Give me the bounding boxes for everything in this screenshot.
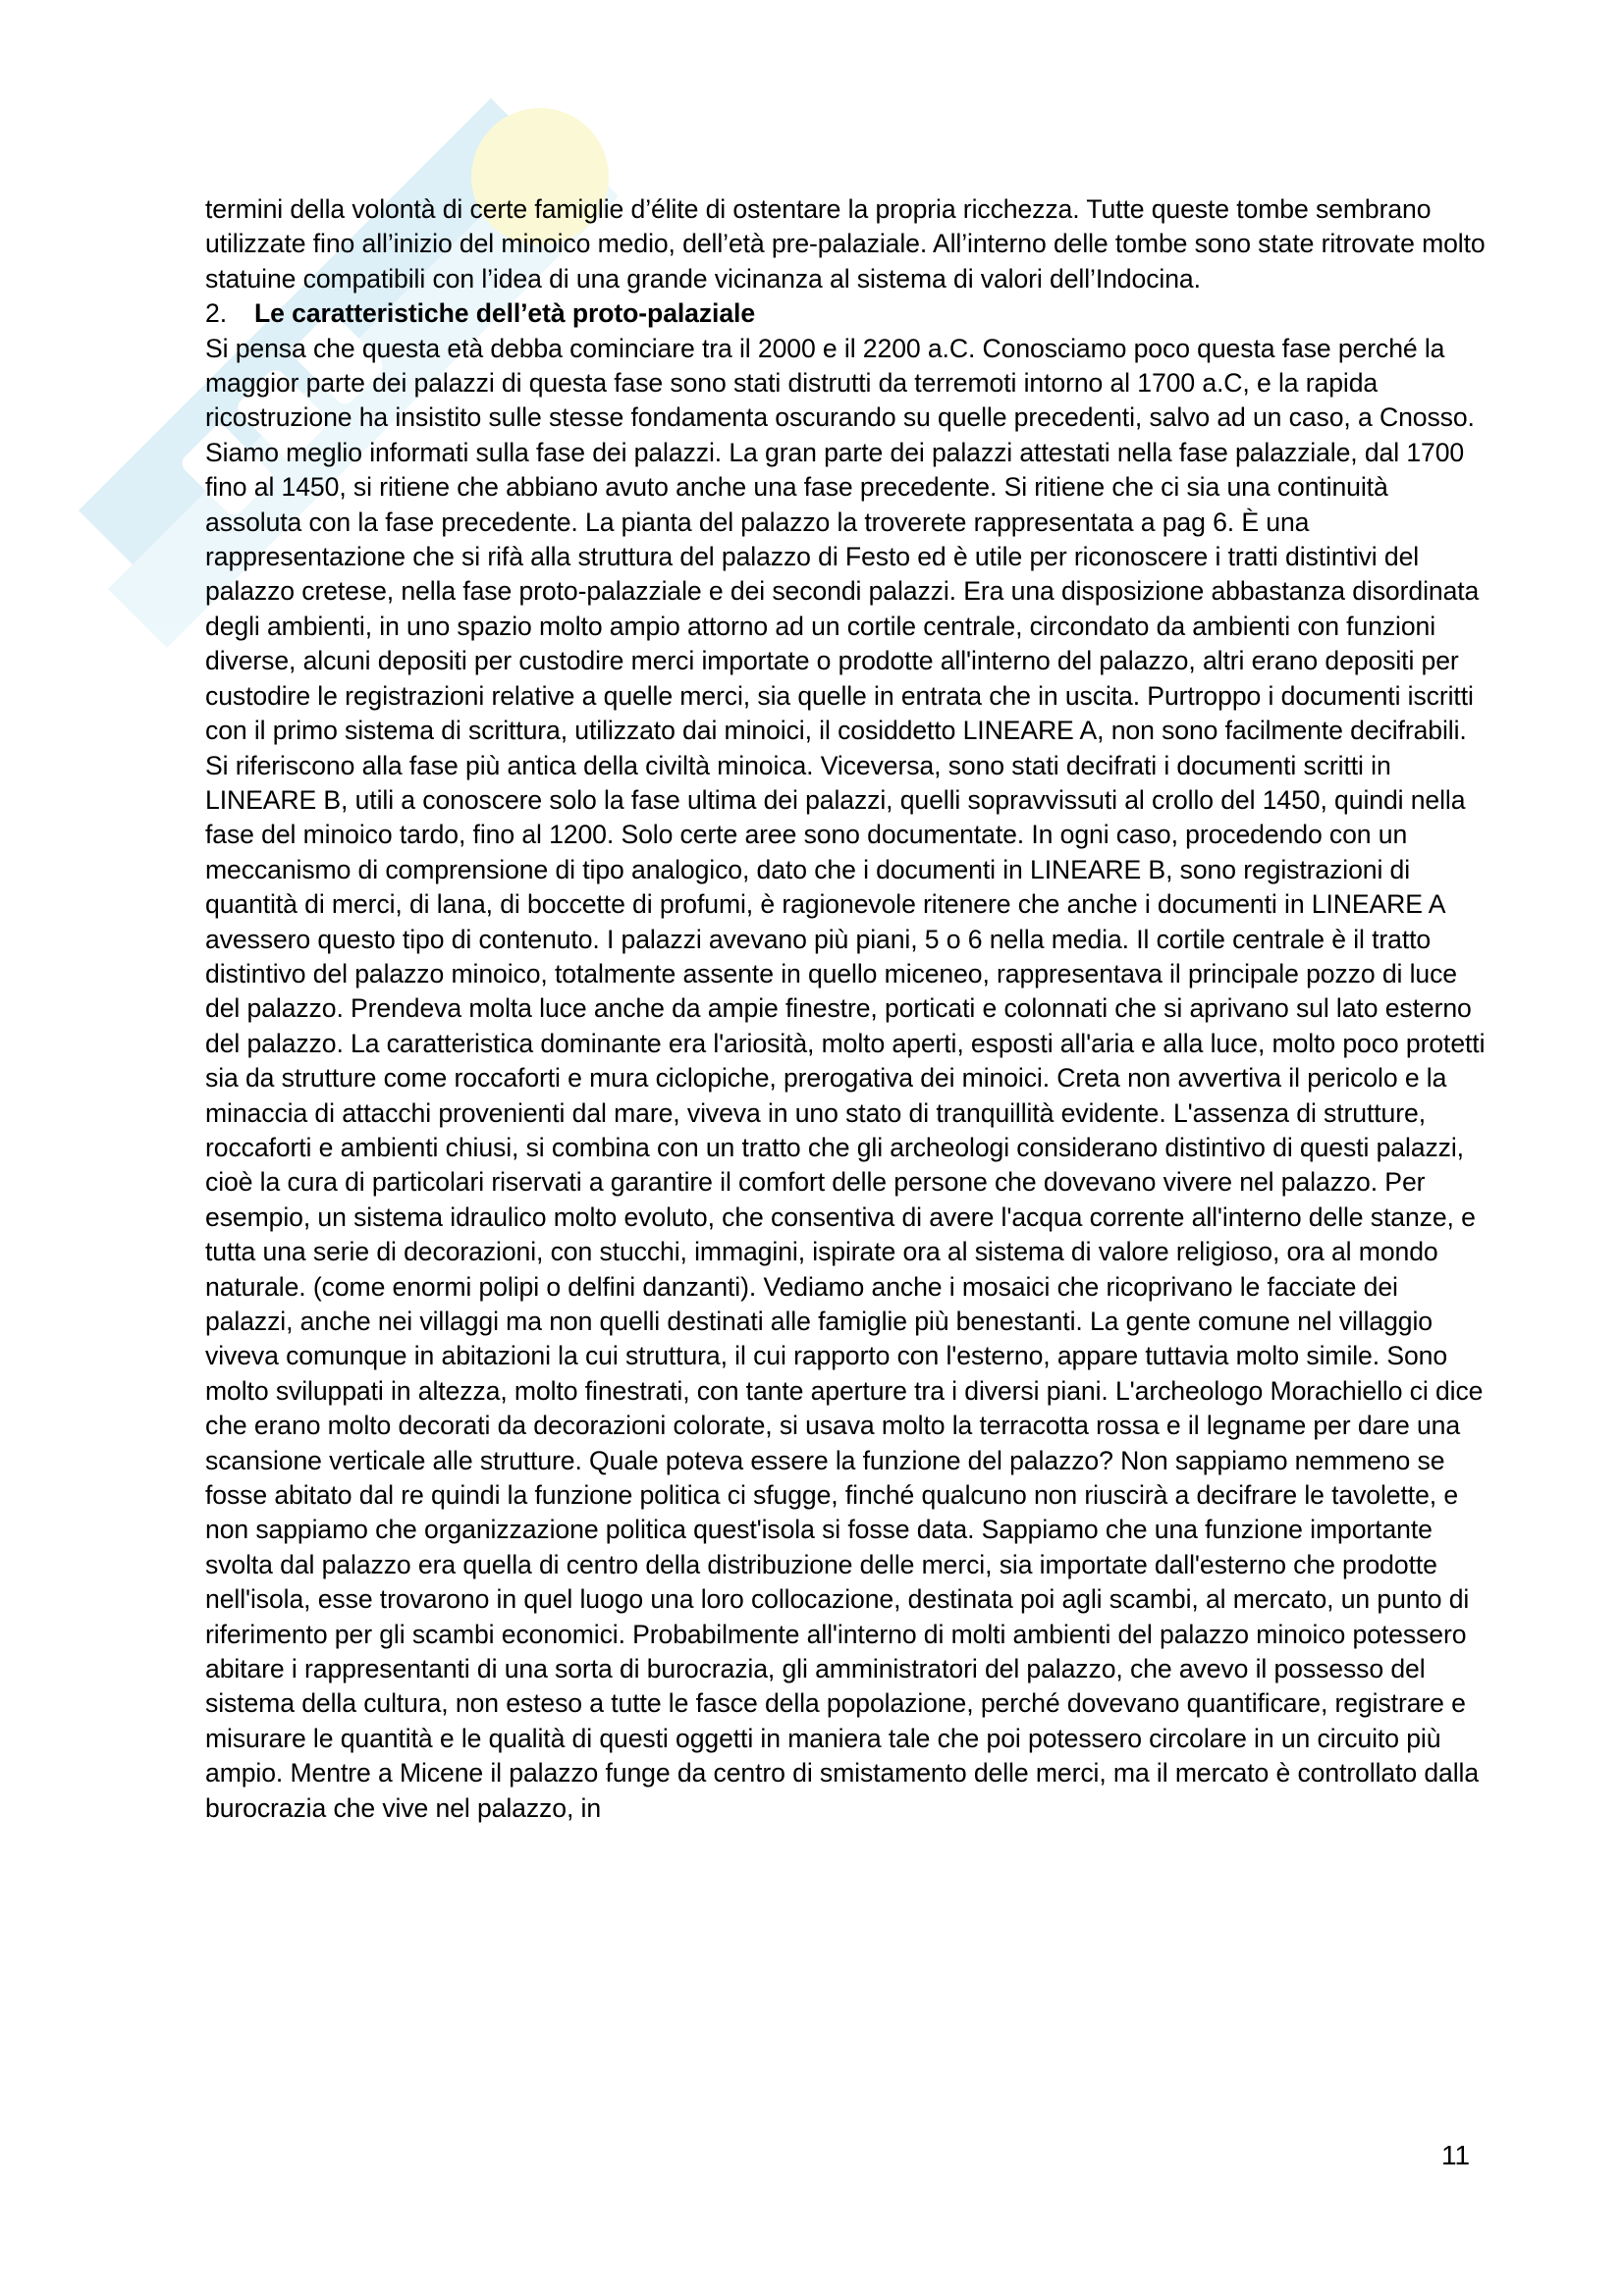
document-body	[205, 192, 1487, 1826]
intro-paragraph: termini della volontà di certe famiglie d’élite di ostentare la propria ricchezza. Tutte queste tombe sembrano utilizzate fino all’inizio del minoico medio, dell’età pre-palaziale. All’interno delle tombe sono state ritrovate molto statuine compatibili con l’idea di una grande vicinanza al sistema di valori dell’Indocina.	[205, 194, 1486, 294]
section-number: 2.	[205, 298, 227, 329]
page-number: 11	[1441, 2140, 1471, 2170]
section-heading	[205, 296, 1487, 331]
body-paragraph: Si pensa che questa età debba cominciare tra il 2000 e il 2200 a.C. Conosciamo poco questa fase perché la maggior parte dei palazzi di questa fase sono stati distrutti da terremoti intorno al 1700 a.C, e la rapida ricostruzione ha insistito sulle stesse fondamenta oscurando su quelle precedenti, salvo ad un caso, a Cnosso. Siamo meglio informati sulla fase dei palazzi. La gran parte dei palazzi attestati nella fase palazziale, dal 1700 fino al 1450, si ritiene che abbiano avuto anche una fase precedente. Si ritiene che ci sia una continuità assoluta con la fase precedente. La pianta del palazzo la troverete rappresentata a pag 6. È una rappresentazione che si rifà alla struttura del palazzo di Festo ed è utile per riconoscere i tratti distintivi del palazzo cretese, nella fase proto-palazziale e dei secondi palazzi. Era una disposizione abbastanza disordinata degli ambienti, in uno spazio molto ampio attorno ad un cortile centrale, circondato da ambienti con funzioni diverse, alcuni depositi per custodire merci importate o prodotte all'interno del palazzo, altri erano depositi per custodire le registrazioni relative a quelle merci, sia quelle in entrata che in uscita. Purtroppo i documenti iscritti con il primo sistema di scrittura, utilizzato dai minoici, il cosiddetto LINEARE A, non sono facilmente decifrabili. Si riferiscono alla fase più antica della civiltà minoica. Viceversa, sono stati decifrati i documenti scritti in LINEARE B, utili a conoscere solo la fase ultima dei palazzi, quelli sopravvissuti al crollo del 1450, quindi nella fase del minoico tardo, fino al 1200. Solo certe aree sono documentate. In ogni caso, procedendo con un meccanismo di comprensione di tipo analogico, dato che i documenti in LINEARE B, sono registrazioni di quantità di merci, di lana, di boccette di profumi, è ragionevole ritenere che anche i documenti in LINEARE A avessero questo tipo di contenuto. I palazzi avevano più piani, 5 o 6 nella media. Il cortile centrale è il tratto distintivo del palazzo minoico, totalmente assente in quello miceneo, rappresentava il principale pozzo di luce del palazzo. Prendeva molta luce anche da ampie finestre, porticati e colonnati che si aprivano sul lato esterno del palazzo. La caratteristica dominante era l'ariosità, molto aperti, esposti all'aria e alla luce, molto poco protetti sia da strutture come roccaforti e mura ciclopiche, prerogativa dei minoici. Creta non avvertiva il pericolo e la minaccia di attacchi provenienti dal mare, viveva in uno stato di tranquillità evidente. L'assenza di strutture, roccaforti e ambienti chiusi, si combina con un tratto che gli archeologi considerano distintivo di questi palazzi, cioè la cura di particolari riservati a garantire il comfort delle persone che dovevano vivere nel palazzo. Per esempio, un sistema idraulico molto evoluto, che consentiva di avere l'acqua corrente all'interno delle stanze, e tutta una serie di decorazioni, con stucchi, immagini, ispirate ora al sistema di valore religioso, ora al mondo naturale. (come enormi polipi o delfini danzanti). Vediamo anche i mosaici che ricoprivano le facciate dei palazzi, anche nei villaggi ma non quelli destinati alle famiglie più benestanti. La gente comune nel villaggio viveva comunque in abitazioni la cui struttura, il cui rapporto con l'esterno, appare tuttavia molto simile. Sono molto sviluppati in altezza, molto finestrati, con tante aperture tra i diversi piani. L'archeologo Morachiello ci dice che erano molto decorati da decorazioni colorate, si usava molto la terracotta rossa e il legname per dare una scansione verticale alle strutture. Quale poteva essere la funzione del palazzo? Non sappiamo nemmeno se fosse abitato dal re quindi la funzione politica ci sfugge, finché qualcuno non riuscirà a decifrare le tavolette, e non sappiamo che organizzazione politica quest'isola si fosse data. Sappiamo che una funzione importante svolta dal palazzo era quella di centro della distribuzione delle merci, sia importate dall'esterno che prodotte nell'isola, esse trovarono in quel luogo una loro collocazione, destinata poi agli scambi, al mercato, un punto di riferimento per gli scambi economici. Probabilmente all'interno di molti ambienti del palazzo minoico potessero abitare i rappresentanti di una sorta di burocrazia, gli amministratori del palazzo, che avevo il possesso del sistema della cultura, non esteso a tutte le fasce della popolazione, perché dovevano quantificare, registrare e misurare le quantità e le qualità di questi oggetti in maniera tale che poi potessero circolare in un circuito più ampio. Mentre a Micene il palazzo funge da centro di smistamento delle merci, ma il mercato è controllato dalla burocrazia che vive nel palazzo, in	[205, 333, 1486, 1823]
section-title: Le caratteristiche dell’età proto-palaziale	[254, 298, 756, 329]
